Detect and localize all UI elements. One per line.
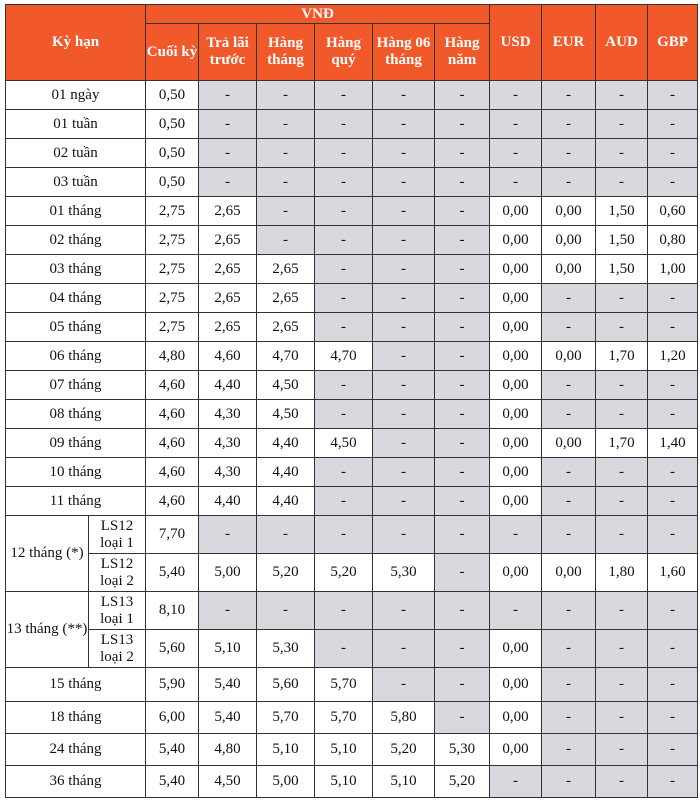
rate-cell: 5,10: [315, 766, 373, 798]
rate-cell: -: [435, 197, 490, 226]
rate-cell: -: [373, 400, 435, 429]
rate-cell: 1,20: [648, 342, 698, 371]
rate-cell: 4,40: [199, 371, 257, 400]
rate-cell: 0,00: [490, 668, 542, 702]
rate-cell: -: [542, 400, 596, 429]
rate-cell: 0,00: [542, 429, 596, 458]
rate-cell: -: [257, 226, 315, 255]
rate-cell: -: [596, 766, 648, 798]
rate-cell: -: [435, 313, 490, 342]
rate-cell: 0,00: [490, 458, 542, 487]
rate-cell: -: [315, 371, 373, 400]
rate-cell: -: [373, 197, 435, 226]
rate-cell: -: [373, 429, 435, 458]
rate-cell: 5,60: [146, 630, 199, 668]
rate-cell: -: [199, 592, 257, 630]
vnd-end-of-term-header: Cuối kỳ: [146, 24, 199, 81]
rate-cell: -: [315, 139, 373, 168]
rate-cell: 5,30: [373, 554, 435, 592]
rate-cell: -: [199, 110, 257, 139]
rate-cell: 4,50: [257, 400, 315, 429]
table-row: [6, 554, 698, 592]
rate-cell: 4,40: [199, 487, 257, 516]
rate-cell: 0,50: [146, 81, 199, 110]
rate-cell: 0,00: [490, 342, 542, 371]
rate-cell: -: [373, 81, 435, 110]
rate-cell: 5,20: [315, 554, 373, 592]
term-label: 05 tháng: [6, 313, 146, 342]
rate-cell: -: [435, 458, 490, 487]
rate-cell: -: [542, 630, 596, 668]
table-row: [6, 592, 698, 630]
rate-cell: 5,10: [257, 734, 315, 766]
rate-cell: -: [373, 630, 435, 668]
rate-cell: -: [315, 516, 373, 554]
rate-cell: 2,75: [146, 255, 199, 284]
rate-cell: -: [257, 168, 315, 197]
rate-cell: 1,70: [596, 342, 648, 371]
rate-cell: -: [490, 139, 542, 168]
rate-cell: -: [257, 110, 315, 139]
rate-cell: 4,80: [146, 342, 199, 371]
rate-cell: -: [648, 400, 698, 429]
rate-cell: -: [542, 139, 596, 168]
rate-cell: -: [490, 110, 542, 139]
rate-cell: 7,70: [146, 516, 199, 554]
rate-cell: -: [648, 630, 698, 668]
rate-cell: 1,50: [596, 255, 648, 284]
rate-cell: -: [648, 734, 698, 766]
rate-cell: -: [596, 516, 648, 554]
rate-cell: -: [373, 487, 435, 516]
rate-cell: -: [542, 734, 596, 766]
eur-column-header: EUR: [542, 5, 596, 81]
term-label: 09 tháng: [6, 429, 146, 458]
rate-cell: -: [373, 110, 435, 139]
rate-cell: 2,65: [199, 313, 257, 342]
rate-cell: 4,40: [257, 487, 315, 516]
rate-cell: 0,00: [542, 226, 596, 255]
rate-cell: -: [648, 371, 698, 400]
rate-cell: -: [373, 516, 435, 554]
rate-cell: 0,50: [146, 168, 199, 197]
rate-cell: -: [435, 702, 490, 734]
table-row: [6, 226, 698, 255]
rate-cell: -: [596, 592, 648, 630]
table-row: [6, 734, 698, 766]
rate-cell: 2,65: [257, 255, 315, 284]
term-label: 02 tháng: [6, 226, 146, 255]
rate-cell: -: [542, 110, 596, 139]
rate-cell: -: [490, 81, 542, 110]
rate-cell: 5,10: [315, 734, 373, 766]
rate-cell: -: [648, 487, 698, 516]
rate-cell: -: [199, 168, 257, 197]
rate-cell: 4,60: [146, 458, 199, 487]
rate-cell: -: [648, 458, 698, 487]
rate-cell: 1,40: [648, 429, 698, 458]
rate-cell: 6,00: [146, 702, 199, 734]
rate-cell: -: [542, 766, 596, 798]
rate-cell: -: [435, 168, 490, 197]
rate-cell: 2,75: [146, 226, 199, 255]
rate-cell: -: [373, 342, 435, 371]
table-row: [6, 197, 698, 226]
rate-cell: 4,70: [315, 342, 373, 371]
rate-cell: -: [542, 371, 596, 400]
rate-cell: -: [596, 168, 648, 197]
rate-cell: -: [435, 226, 490, 255]
rate-cell: -: [315, 630, 373, 668]
rate-cell: 2,75: [146, 313, 199, 342]
rate-cell: 5,40: [146, 766, 199, 798]
rate-cell: -: [596, 284, 648, 313]
rate-cell: -: [648, 110, 698, 139]
rate-cell: 4,60: [199, 342, 257, 371]
rate-cell: -: [648, 81, 698, 110]
rate-cell: 5,40: [146, 554, 199, 592]
rate-cell: 4,30: [199, 458, 257, 487]
rate-cell: -: [373, 255, 435, 284]
rate-cell: 2,65: [257, 284, 315, 313]
table-row: [6, 668, 698, 702]
table-row: [6, 400, 698, 429]
rate-cell: -: [490, 516, 542, 554]
rate-cell: 0,00: [490, 630, 542, 668]
rate-cell: 5,90: [146, 668, 199, 702]
rate-cell: 5,20: [435, 766, 490, 798]
rate-cell: -: [542, 168, 596, 197]
rate-cell: 1,50: [596, 197, 648, 226]
rate-cell: -: [435, 255, 490, 284]
rate-cell: -: [542, 592, 596, 630]
rate-cell: 0,00: [490, 255, 542, 284]
rate-cell: 0,00: [490, 554, 542, 592]
rate-cell: -: [315, 400, 373, 429]
rate-cell: 5,40: [146, 734, 199, 766]
rate-cell: -: [648, 516, 698, 554]
table-body: [6, 81, 698, 798]
rate-cell: -: [315, 255, 373, 284]
rate-cell: -: [596, 110, 648, 139]
rate-cell: -: [435, 630, 490, 668]
rate-cell: 5,30: [257, 630, 315, 668]
term-label: 02 tuần: [6, 139, 146, 168]
term-label: 03 tuần: [6, 168, 146, 197]
rate-cell: 4,50: [199, 766, 257, 798]
rate-cell: -: [542, 313, 596, 342]
rate-cell: -: [596, 487, 648, 516]
rate-cell: 0,00: [490, 400, 542, 429]
rate-cell: -: [435, 668, 490, 702]
rate-cell: 0,00: [490, 197, 542, 226]
rate-cell: -: [315, 81, 373, 110]
rate-cell: -: [199, 81, 257, 110]
term-sublabel: LS12 loại 2: [89, 554, 146, 592]
rate-cell: 2,65: [199, 197, 257, 226]
rate-cell: 0,60: [648, 197, 698, 226]
rate-cell: 2,65: [199, 255, 257, 284]
rate-cell: -: [257, 197, 315, 226]
rate-cell: 1,60: [648, 554, 698, 592]
rate-cell: 5,40: [199, 668, 257, 702]
rate-cell: -: [648, 592, 698, 630]
rate-cell: 0,50: [146, 139, 199, 168]
rate-cell: -: [435, 81, 490, 110]
rate-cell: -: [373, 313, 435, 342]
rate-cell: 4,70: [257, 342, 315, 371]
rate-cell: -: [542, 458, 596, 487]
rate-cell: -: [257, 516, 315, 554]
vnd-quarterly-header: Hàng quý: [315, 24, 373, 81]
rate-cell: 4,40: [257, 429, 315, 458]
term-label: 12 tháng (*): [6, 516, 89, 592]
rate-cell: -: [542, 284, 596, 313]
usd-column-header: USD: [490, 5, 542, 81]
rate-cell: 5,30: [435, 734, 490, 766]
rate-cell: -: [435, 342, 490, 371]
table-row: [6, 702, 698, 734]
rate-cell: 0,00: [542, 554, 596, 592]
rate-cell: 8,10: [146, 592, 199, 630]
term-label: 10 tháng: [6, 458, 146, 487]
rate-cell: -: [315, 592, 373, 630]
term-label: 01 tuần: [6, 110, 146, 139]
rate-cell: 1,50: [596, 226, 648, 255]
rate-cell: -: [596, 313, 648, 342]
rate-cell: -: [542, 81, 596, 110]
term-label: 03 tháng: [6, 255, 146, 284]
rate-cell: -: [596, 702, 648, 734]
rate-cell: -: [315, 168, 373, 197]
table-row: [6, 429, 698, 458]
term-label: 06 tháng: [6, 342, 146, 371]
rate-cell: -: [373, 371, 435, 400]
rate-cell: 4,60: [146, 487, 199, 516]
table-row: [6, 458, 698, 487]
rate-cell: 0,00: [490, 429, 542, 458]
rate-cell: -: [373, 139, 435, 168]
rate-cell: -: [596, 630, 648, 668]
rate-cell: -: [315, 313, 373, 342]
table-row: [6, 110, 698, 139]
rate-cell: 5,80: [373, 702, 435, 734]
rate-cell: 0,00: [490, 284, 542, 313]
rate-cell: -: [648, 313, 698, 342]
rate-cell: 4,40: [257, 458, 315, 487]
term-label: 08 tháng: [6, 400, 146, 429]
rate-cell: -: [596, 458, 648, 487]
table-row: [6, 313, 698, 342]
rate-cell: -: [648, 702, 698, 734]
rate-cell: -: [542, 516, 596, 554]
rate-cell: 2,65: [257, 313, 315, 342]
rate-cell: 5,00: [257, 766, 315, 798]
rate-cell: 4,60: [146, 371, 199, 400]
rate-cell: -: [542, 668, 596, 702]
rate-cell: 2,75: [146, 284, 199, 313]
rate-cell: 2,75: [146, 197, 199, 226]
rate-cell: -: [596, 400, 648, 429]
table-row: [6, 81, 698, 110]
term-sublabel: LS13 loại 2: [89, 630, 146, 668]
vnd-group-header: VNĐ: [146, 5, 490, 24]
rate-cell: 1,80: [596, 554, 648, 592]
rate-cell: 0,00: [490, 487, 542, 516]
rate-cell: 4,50: [257, 371, 315, 400]
rate-cell: -: [315, 110, 373, 139]
rate-cell: -: [373, 168, 435, 197]
table-row: [6, 630, 698, 668]
rate-cell: 5,40: [199, 702, 257, 734]
rate-cell: 4,60: [146, 400, 199, 429]
rate-cell: -: [490, 168, 542, 197]
table-row: [6, 516, 698, 554]
term-column-header: Kỳ hạn: [6, 5, 146, 81]
rate-cell: -: [435, 371, 490, 400]
rate-cell: -: [373, 226, 435, 255]
rate-cell: -: [435, 487, 490, 516]
rate-cell: 5,20: [257, 554, 315, 592]
rate-cell: 5,00: [199, 554, 257, 592]
rate-cell: -: [435, 592, 490, 630]
interest-rate-table: [5, 4, 698, 798]
rate-cell: -: [596, 734, 648, 766]
rate-cell: 0,00: [542, 255, 596, 284]
rate-cell: 2,65: [199, 226, 257, 255]
term-label: 07 tháng: [6, 371, 146, 400]
term-label: 11 tháng: [6, 487, 146, 516]
rate-cell: -: [373, 668, 435, 702]
rate-cell: -: [435, 400, 490, 429]
term-label: 04 tháng: [6, 284, 146, 313]
rate-cell: -: [315, 197, 373, 226]
rate-cell: -: [315, 487, 373, 516]
rate-cell: 5,10: [373, 766, 435, 798]
rate-cell: 4,30: [199, 400, 257, 429]
rate-cell: -: [648, 766, 698, 798]
rate-cell: -: [435, 429, 490, 458]
rate-cell: -: [648, 668, 698, 702]
rate-cell: 4,60: [146, 429, 199, 458]
table-row: [6, 139, 698, 168]
rate-cell: -: [596, 668, 648, 702]
rate-cell: 0,00: [490, 702, 542, 734]
rate-cell: -: [373, 284, 435, 313]
rate-cell: 1,70: [596, 429, 648, 458]
term-label: 36 tháng: [6, 766, 146, 798]
rate-cell: -: [373, 458, 435, 487]
rate-cell: 5,10: [199, 630, 257, 668]
table-row: [6, 342, 698, 371]
rate-cell: 0,00: [490, 371, 542, 400]
rate-cell: 1,00: [648, 255, 698, 284]
table-row: [6, 255, 698, 284]
rate-cell: 5,70: [315, 668, 373, 702]
rate-cell: -: [435, 554, 490, 592]
table-row: [6, 371, 698, 400]
rate-cell: -: [490, 766, 542, 798]
rate-cell: 0,00: [490, 226, 542, 255]
term-label: 24 tháng: [6, 734, 146, 766]
rate-cell: -: [315, 458, 373, 487]
vnd-prepaid-header: Trả lãi trước: [199, 24, 257, 81]
rate-cell: -: [596, 371, 648, 400]
rate-cell: 0,00: [542, 197, 596, 226]
vnd-monthly-header: Hàng tháng: [257, 24, 315, 81]
rate-cell: 0,00: [490, 313, 542, 342]
term-label: 01 ngày: [6, 81, 146, 110]
rate-cell: -: [648, 284, 698, 313]
gbp-column-header: GBP: [648, 5, 698, 81]
rate-cell: -: [596, 139, 648, 168]
rate-cell: -: [648, 139, 698, 168]
table-header: [6, 5, 698, 81]
aud-column-header: AUD: [596, 5, 648, 81]
rate-cell: -: [435, 110, 490, 139]
term-label: 01 tháng: [6, 197, 146, 226]
rate-cell: -: [435, 516, 490, 554]
term-label: 13 tháng (**): [6, 592, 89, 668]
rate-cell: -: [315, 226, 373, 255]
rate-cell: 0,50: [146, 110, 199, 139]
table-row: [6, 284, 698, 313]
term-sublabel: LS13 loại 1: [89, 592, 146, 630]
rate-cell: 0,00: [490, 734, 542, 766]
table-row: [6, 168, 698, 197]
rate-cell: 2,65: [199, 284, 257, 313]
term-sublabel: LS12 loại 1: [89, 516, 146, 554]
rate-cell: -: [542, 487, 596, 516]
rate-cell: -: [542, 702, 596, 734]
term-label: 15 tháng: [6, 668, 146, 702]
rate-cell: -: [315, 284, 373, 313]
rate-cell: 0,80: [648, 226, 698, 255]
rate-cell: 5,70: [257, 702, 315, 734]
rate-cell: -: [257, 139, 315, 168]
rate-cell: -: [257, 81, 315, 110]
rate-cell: 4,80: [199, 734, 257, 766]
rate-cell: -: [648, 168, 698, 197]
term-label: 18 tháng: [6, 702, 146, 734]
vnd-annual-header: Hàng năm: [435, 24, 490, 81]
rate-cell: 4,30: [199, 429, 257, 458]
rate-cell: -: [257, 592, 315, 630]
rate-cell: -: [435, 139, 490, 168]
rate-cell: -: [596, 81, 648, 110]
rate-cell: -: [199, 139, 257, 168]
rate-cell: 0,00: [542, 342, 596, 371]
rate-cell: -: [435, 284, 490, 313]
rate-cell: 5,20: [373, 734, 435, 766]
rate-cell: -: [490, 592, 542, 630]
rate-cell: 5,60: [257, 668, 315, 702]
rate-cell: -: [373, 592, 435, 630]
rate-cell: 4,50: [315, 429, 373, 458]
rate-cell: -: [199, 516, 257, 554]
table-row: [6, 487, 698, 516]
table-row: [6, 766, 698, 798]
rate-cell: 5,70: [315, 702, 373, 734]
vnd-semiannual-header: Hàng 06 tháng: [373, 24, 435, 81]
